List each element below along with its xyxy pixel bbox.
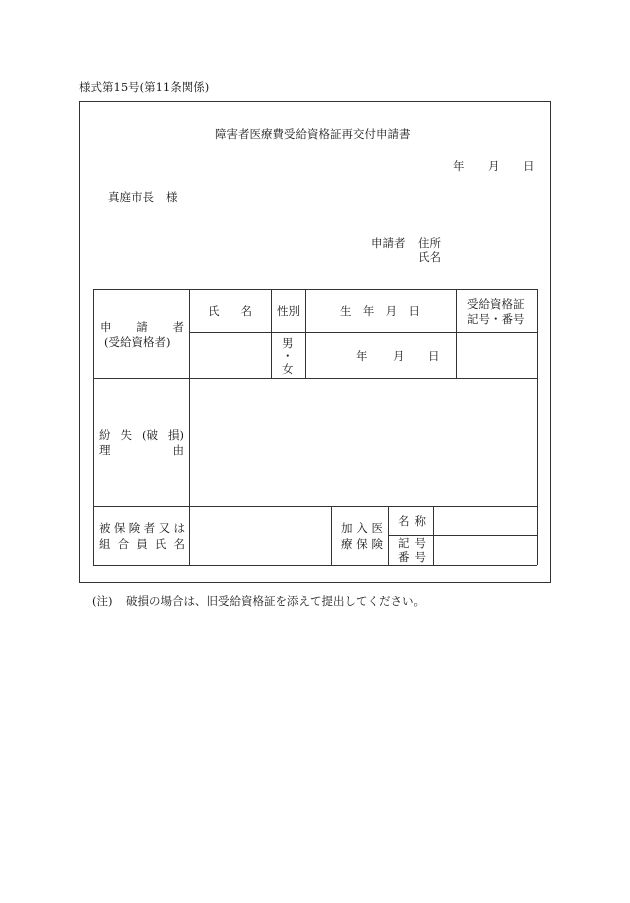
applicant-char-1: 申 xyxy=(100,320,112,334)
reason-char-2: 由 xyxy=(172,443,184,457)
name-header-char-2: 名 xyxy=(240,304,252,318)
applicant-sub: (受給資格者) xyxy=(104,335,171,349)
name-header xyxy=(208,304,252,318)
insured-line1 xyxy=(99,521,185,535)
gender-header: 性別 xyxy=(277,304,300,318)
form-title: 障害者医療費受給資格証再交付申請書 xyxy=(215,127,411,141)
insured-char-2: 保 xyxy=(113,521,126,535)
loss-char-1: 紛 xyxy=(99,428,111,442)
address-label: 住所 xyxy=(418,236,441,250)
cert-header-line1: 受給資格証 xyxy=(467,297,525,311)
birth-header-char-4: 日 xyxy=(408,304,420,318)
gender-male: 男 xyxy=(282,336,294,350)
name-header-char-1: 氏 xyxy=(208,304,220,318)
loss-char-3: (破 xyxy=(142,428,158,442)
birth-header-char-1: 生 xyxy=(340,304,352,318)
insurance-char-2: 入 xyxy=(356,521,368,535)
insurance-char-1: 加 xyxy=(341,521,353,535)
insurance-char-5: 保 xyxy=(356,537,368,551)
birth-year: 年 xyxy=(356,349,368,363)
applicant-char-2: 請 xyxy=(136,320,148,334)
loss-char-2: 失 xyxy=(120,428,132,442)
member-char-3: 員 xyxy=(136,537,148,551)
birth-header xyxy=(340,304,420,318)
member-char-5: 名 xyxy=(173,537,185,551)
insured-char-6: は xyxy=(173,521,185,535)
loss-reason-line1 xyxy=(99,428,184,442)
date-year: 年 xyxy=(453,159,465,173)
applicant-header xyxy=(100,320,184,334)
member-char-2: 合 xyxy=(117,537,130,551)
addressee-name: 真庭市長 xyxy=(108,190,154,204)
insurance-line2 xyxy=(341,537,383,551)
insurance-char-3: 医 xyxy=(371,521,383,535)
date-month: 月 xyxy=(488,159,500,173)
applicant-label: 申請者 xyxy=(371,236,406,250)
note-text: 破損の場合は、旧受給資格証を添えて提出してください。 xyxy=(126,594,425,608)
insurance-char-4: 療 xyxy=(341,537,353,551)
ins-symbol-char-2: 号 xyxy=(414,536,426,550)
insured-char-5: 又 xyxy=(158,521,171,535)
ins-name-char-2: 称 xyxy=(414,514,426,528)
form-number: 様式第15号(第11条関係) xyxy=(79,80,210,94)
ins-symbol-char-1: 記 xyxy=(398,536,410,550)
ins-number-line2 xyxy=(398,550,426,564)
ins-name-header xyxy=(398,514,426,528)
insured-char-1: 被 xyxy=(99,521,111,535)
insurance-char-6: 険 xyxy=(371,537,383,551)
ins-number-char-1: 番 xyxy=(398,550,410,564)
applicant-char-3: 者 xyxy=(172,320,184,334)
member-char-1: 組 xyxy=(99,537,111,551)
insured-line2 xyxy=(99,537,185,551)
date-day: 日 xyxy=(523,159,535,173)
insured-char-3: 険 xyxy=(128,521,141,535)
insured-char-4: 者 xyxy=(143,521,156,535)
addressee-honorific: 様 xyxy=(166,190,178,204)
loss-reason-line2 xyxy=(99,443,184,457)
cert-header-line2: 記号・番号 xyxy=(467,312,525,326)
reason-char-1: 理 xyxy=(99,443,111,457)
ins-number-line1 xyxy=(398,536,426,550)
birth-header-char-3: 月 xyxy=(385,304,398,318)
insurance-line1 xyxy=(341,521,383,535)
gender-female: 女 xyxy=(282,362,294,376)
member-char-4: 氏 xyxy=(154,537,167,551)
birth-day: 日 xyxy=(428,349,440,363)
birth-month: 月 xyxy=(393,349,405,363)
loss-char-4: 損) xyxy=(168,428,184,442)
name-label: 氏名 xyxy=(418,250,441,264)
ins-name-char-1: 名 xyxy=(398,514,410,528)
birth-header-char-2: 年 xyxy=(362,304,375,318)
ins-number-char-2: 号 xyxy=(414,550,426,564)
note-label: (注) xyxy=(92,594,113,608)
gender-dot: ・ xyxy=(282,349,294,363)
